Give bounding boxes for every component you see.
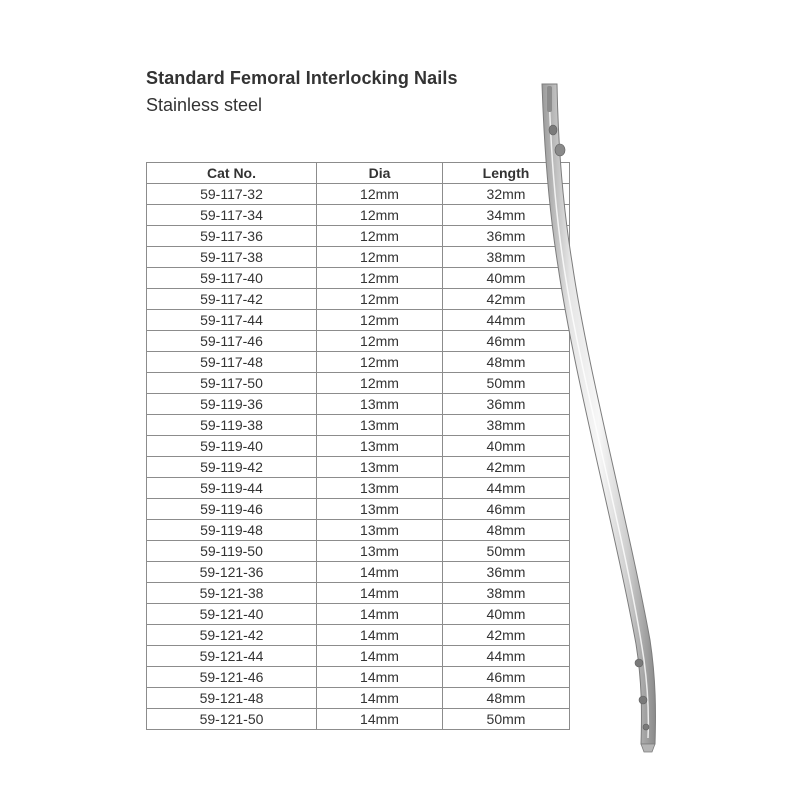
cell-cat-no: 59-117-40 [147, 268, 317, 289]
cell-dia: 12mm [317, 226, 443, 247]
cell-length: 44mm [443, 310, 570, 331]
table-row [147, 331, 570, 352]
cell-cat-no: 59-117-50 [147, 373, 317, 394]
cell-cat-no: 59-119-44 [147, 478, 317, 499]
table-row [147, 247, 570, 268]
cell-cat-no: 59-121-38 [147, 583, 317, 604]
cell-dia: 12mm [317, 373, 443, 394]
cell-length: 50mm [443, 541, 570, 562]
cell-dia: 13mm [317, 457, 443, 478]
cell-cat-no: 59-119-48 [147, 520, 317, 541]
cell-length: 42mm [443, 457, 570, 478]
cell-dia: 14mm [317, 583, 443, 604]
cell-cat-no: 59-117-46 [147, 331, 317, 352]
cell-cat-no: 59-117-44 [147, 310, 317, 331]
table-row [147, 268, 570, 289]
cell-length: 36mm [443, 562, 570, 583]
table-row [147, 352, 570, 373]
table-row [147, 583, 570, 604]
cell-dia: 14mm [317, 562, 443, 583]
cell-cat-no: 59-121-44 [147, 646, 317, 667]
cell-length: 44mm [443, 478, 570, 499]
cell-cat-no: 59-117-42 [147, 289, 317, 310]
cell-dia: 13mm [317, 541, 443, 562]
distal-hole-3 [643, 724, 649, 730]
table-row [147, 709, 570, 730]
cell-cat-no: 59-119-36 [147, 394, 317, 415]
table-row [147, 562, 570, 583]
cell-cat-no: 59-117-38 [147, 247, 317, 268]
cell-length: 32mm [443, 184, 570, 205]
cell-dia: 13mm [317, 520, 443, 541]
cell-length: 40mm [443, 436, 570, 457]
cell-length: 36mm [443, 226, 570, 247]
nail-top-slot [547, 86, 552, 112]
cell-dia: 12mm [317, 205, 443, 226]
table-row [147, 541, 570, 562]
table-row [147, 205, 570, 226]
cell-dia: 12mm [317, 184, 443, 205]
cell-length: 34mm [443, 205, 570, 226]
cell-length: 50mm [443, 373, 570, 394]
cell-dia: 12mm [317, 289, 443, 310]
cell-length: 46mm [443, 667, 570, 688]
cell-dia: 12mm [317, 331, 443, 352]
table-row [147, 646, 570, 667]
cell-length: 38mm [443, 583, 570, 604]
table-row [147, 625, 570, 646]
table-row [147, 373, 570, 394]
table-row [147, 289, 570, 310]
cell-cat-no: 59-117-48 [147, 352, 317, 373]
cell-length: 40mm [443, 268, 570, 289]
cell-length: 50mm [443, 709, 570, 730]
table-row [147, 499, 570, 520]
table-row [147, 457, 570, 478]
table-row [147, 310, 570, 331]
cell-cat-no: 59-119-38 [147, 415, 317, 436]
table-row [147, 184, 570, 205]
cell-dia: 12mm [317, 247, 443, 268]
table-row [147, 520, 570, 541]
cell-length: 48mm [443, 352, 570, 373]
table-row [147, 688, 570, 709]
cell-cat-no: 59-119-40 [147, 436, 317, 457]
cell-dia: 12mm [317, 352, 443, 373]
table-header-row [147, 163, 570, 184]
cell-cat-no: 59-117-34 [147, 205, 317, 226]
nail-tip [641, 744, 655, 752]
cell-dia: 12mm [317, 310, 443, 331]
cell-length: 40mm [443, 604, 570, 625]
cell-dia: 12mm [317, 268, 443, 289]
distal-hole-1 [635, 659, 643, 667]
cell-length: 46mm [443, 499, 570, 520]
cell-length: 36mm [443, 394, 570, 415]
specification-table [146, 162, 570, 730]
table-row [147, 394, 570, 415]
page-title: Standard Femoral Interlocking Nails [146, 68, 458, 88]
cell-length: 38mm [443, 247, 570, 268]
cell-dia: 14mm [317, 604, 443, 625]
cell-cat-no: 59-119-50 [147, 541, 317, 562]
table-row [147, 604, 570, 625]
table-body [147, 184, 570, 730]
cell-cat-no: 59-121-40 [147, 604, 317, 625]
distal-hole-2 [639, 696, 647, 704]
table-row [147, 436, 570, 457]
cell-cat-no: 59-121-48 [147, 688, 317, 709]
table-row [147, 478, 570, 499]
cell-length: 48mm [443, 520, 570, 541]
cell-cat-no: 59-121-46 [147, 667, 317, 688]
table-row [147, 415, 570, 436]
cell-dia: 14mm [317, 709, 443, 730]
cell-length: 44mm [443, 646, 570, 667]
cell-length: 42mm [443, 625, 570, 646]
cell-length: 46mm [443, 331, 570, 352]
table-row [147, 226, 570, 247]
cell-length: 48mm [443, 688, 570, 709]
material-subtitle: Stainless steel [146, 95, 263, 115]
cell-cat-no: 59-119-46 [147, 499, 317, 520]
header-length: Length [443, 163, 570, 184]
header-cat-no: Cat No. [147, 163, 317, 184]
proximal-hole-1 [549, 125, 557, 135]
cell-cat-no: 59-121-42 [147, 625, 317, 646]
cell-dia: 13mm [317, 436, 443, 457]
cell-dia: 13mm [317, 478, 443, 499]
cell-cat-no: 59-121-50 [147, 709, 317, 730]
cell-dia: 14mm [317, 625, 443, 646]
cell-dia: 14mm [317, 646, 443, 667]
cell-dia: 13mm [317, 499, 443, 520]
cell-length: 38mm [443, 415, 570, 436]
cell-dia: 13mm [317, 394, 443, 415]
cell-dia: 13mm [317, 415, 443, 436]
cell-cat-no: 59-117-32 [147, 184, 317, 205]
cell-cat-no: 59-119-42 [147, 457, 317, 478]
table-row [147, 667, 570, 688]
cell-cat-no: 59-117-36 [147, 226, 317, 247]
cell-dia: 14mm [317, 667, 443, 688]
cell-length: 42mm [443, 289, 570, 310]
cell-dia: 14mm [317, 688, 443, 709]
header-dia: Dia [317, 163, 443, 184]
cell-cat-no: 59-121-36 [147, 562, 317, 583]
proximal-hole-2 [555, 144, 565, 156]
